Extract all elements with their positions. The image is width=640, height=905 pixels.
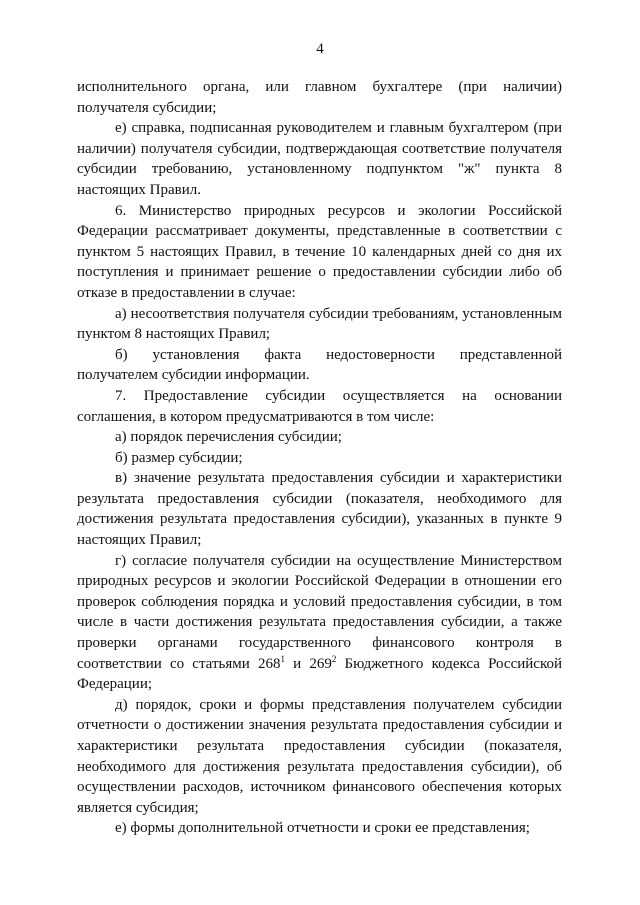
paragraph-clause-6: 6. Министерство природных ресурсов и экологии Российской Федерации рассматривает документы, представленные в соответствии с пунктом 5 настоящих Правил, в течение 10 календарных дней со дня их поступления и принимает решение о предоставлении субсидии либо об отказе в предоставлении в случае: bbox=[77, 202, 562, 301]
paragraph-item-a-noncompliance: а) несоответствия получателя субсидии требованиям, установленным пунктом 8 настоящих Правил; bbox=[77, 305, 562, 343]
paragraph-item-g-text-a: г) согласие получателя субсидии на осуществление Министерством природных ресурсов и экологии Российской Федерации в отношении его проверок соблюдения порядка и условий предоставления субсидии, в том числе в части достижения результата предоставления субсидии, а также проверки органами государственного финансового контроля в соответствии со статьями 268 bbox=[77, 552, 562, 672]
paragraph-item-g-text-c: Бюджетного кодекса Российской Федерации; bbox=[77, 655, 563, 693]
document-body bbox=[77, 77, 562, 839]
paragraph-continuation: исполнительного органа, или главном бухгалтере (при наличии) получателя субсидии; bbox=[77, 79, 562, 116]
paragraph-clause-7: 7. Предоставление субсидии осуществляется на основании соглашения, в котором предусматриваются в том числе: bbox=[77, 387, 562, 425]
paragraph-item-g-text-b: и 269 bbox=[284, 655, 332, 672]
superscript-2: 2 bbox=[331, 653, 337, 664]
page-number: 4 bbox=[316, 41, 324, 57]
paragraph-item-g-consent bbox=[77, 551, 562, 695]
paragraph-item-b-unreliable-info: б) установления факта недостоверности представленной получателем субсидии информации. bbox=[77, 346, 562, 384]
paragraph-item-b-amount: б) размер субсидии; bbox=[115, 449, 243, 466]
paragraph-item-e-additional-reporting: е) формы дополнительной отчетности и сроки ее представления; bbox=[115, 820, 530, 837]
paragraph-item-v-result-value: в) значение результата предоставления субсидии и характеристики результата предоставления субсидии (показателя, необходимого для достижения результата предоставления субсидии), указанных в пункте 9 настоящих Правил; bbox=[77, 470, 562, 549]
superscript-1: 1 bbox=[280, 653, 285, 664]
paragraph-item-a-transfer-order: а) порядок перечисления субсидии; bbox=[115, 429, 342, 446]
paragraph-item-d-reporting: д) порядок, сроки и формы представления получателем субсидии отчетности о достижении значения результата предоставления субсидии и характеристики результата предоставления субсидии (показателя, необходимого для достижения результата предоставления субсидии), об осуществлении расходов, источником финансового обеспечения которых является субсидия; bbox=[77, 696, 562, 816]
paragraph-item-e-certificate: е) справка, подписанная руководителем и главным бухгалтером (при наличии) получателя субсидии, подтверждающая соответствие получателя субсидии требованию, установленному подпунктом "ж" пункта 8 настоящих Правил. bbox=[77, 120, 562, 198]
